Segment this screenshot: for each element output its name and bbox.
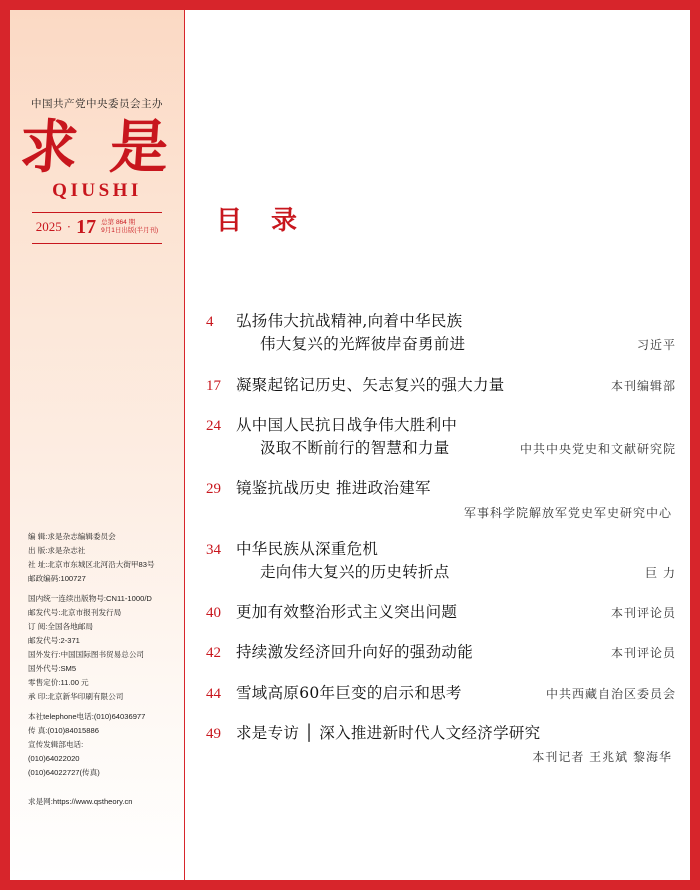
page-title: 目 录 — [216, 206, 308, 236]
list-item[interactable] — [206, 374, 676, 397]
entry-author: 巨 力 — [645, 565, 676, 580]
website-line[interactable]: 求是网:https://www.qstheory.cn — [28, 797, 133, 806]
entry-page-number[interactable]: 4 — [206, 314, 214, 330]
colophon-line: 国外代号:SM5 — [28, 664, 77, 674]
list-item[interactable] — [206, 682, 676, 705]
masthead — [10, 96, 184, 244]
entry-title-line1[interactable]: 中华民族从深重危机 — [236, 539, 379, 558]
toc-list — [206, 310, 676, 782]
entry-page-number[interactable]: 44 — [206, 685, 221, 702]
colophon-line: 出 版:求是杂志社 — [28, 546, 86, 556]
colophon-line: 邮发代号:北京市报刊发行局 — [28, 608, 122, 618]
list-item[interactable] — [206, 601, 676, 624]
colophon-line: 社 址:北京市东城区北河沿大街甲83号 — [28, 560, 155, 570]
colophon-line: 本社telephone电话:(010)64036977 — [28, 712, 146, 721]
entry-title-line1[interactable]: 凝聚起铭记历史、矢志复兴的强大力量 — [236, 375, 505, 394]
colophon-line: 传 真:(010)84015886 — [28, 726, 99, 736]
entry-author: 中共中央党史和文献研究院 — [519, 442, 676, 456]
frame-border-left — [0, 0, 10, 890]
colophon-line: (010)64022020 — [28, 754, 80, 764]
colophon-line: 国外发行:中国国际图书贸易总公司 — [28, 650, 145, 660]
colophon-block-website — [28, 795, 174, 809]
frame-border-top — [0, 0, 700, 10]
entry-author: 军事科学院解放军党史军史研究中心 — [463, 505, 672, 520]
colophon-line: (010)64022727(传真) — [28, 768, 100, 778]
entry-page-number[interactable]: 17 — [206, 377, 221, 394]
colophon-block-distribution — [28, 592, 174, 704]
entry-page-number[interactable]: 24 — [206, 417, 221, 434]
entry-page-number[interactable]: 40 — [206, 605, 221, 621]
colophon-line: 承 印:北京新华印刷有限公司 — [28, 692, 124, 702]
frame-border-right — [690, 0, 700, 890]
entry-author: 中共西藏自治区委员会 — [545, 686, 676, 701]
list-item[interactable] — [206, 477, 676, 520]
colophon-line: 国内统一连续出版物号:CN11-1000/D — [28, 594, 152, 603]
colophon-block-publisher — [28, 530, 174, 586]
list-item[interactable] — [206, 310, 676, 357]
entry-title-line1[interactable]: 雪域高原60年巨变的启示和思考 — [236, 683, 462, 702]
colophon-line: 订 阅:全国各地邮局 — [28, 622, 93, 632]
issue-separator: · — [66, 219, 72, 235]
entry-title-line1[interactable]: 更加有效整治形式主义突出问题 — [236, 603, 458, 621]
entry-author: 习近平 — [636, 338, 676, 353]
entry-page-number[interactable]: 49 — [206, 725, 221, 742]
issue-number: 17 — [76, 215, 97, 238]
colophon-block-contact — [28, 710, 174, 780]
entry-author: 本刊编辑部 — [610, 378, 676, 393]
entry-title-line1[interactable]: 镜鉴抗战历史 推进政治建军 — [236, 479, 431, 498]
colophon-line: 邮政编码:100727 — [28, 574, 86, 584]
entry-author: 本刊评论员 — [610, 606, 676, 620]
entry-page-number[interactable]: 29 — [206, 481, 221, 498]
entry-author: 本刊评论员 — [610, 646, 676, 661]
list-item[interactable] — [206, 414, 676, 461]
entry-title-line1[interactable]: 弘扬伟大抗战精神,向着中华民族 — [236, 312, 463, 330]
list-item[interactable] — [206, 722, 676, 765]
issue-year: 2025 — [35, 219, 62, 235]
list-item[interactable] — [206, 641, 676, 664]
issue-meta-line1: 总第 864 期 — [101, 218, 136, 226]
entry-title-line1[interactable]: 从中国人民抗日战争伟大胜利中 — [236, 415, 458, 434]
frame-border-bottom — [0, 880, 700, 890]
colophon-line: 邮发代号:2-371 — [28, 636, 80, 646]
colophon-line: 编 辑:求是杂志编辑委员会 — [28, 532, 116, 541]
colophon-line: 宣传发辑部电话: — [28, 740, 84, 750]
entry-title-line2[interactable]: 伟大复兴的光辉彼岸奋勇前进 — [260, 335, 466, 354]
masthead-pinyin: QIUSHI — [52, 179, 142, 201]
entry-title-line1[interactable]: 求是专访 │ 深入推进新时代人文经济学研究 — [236, 723, 541, 742]
entry-title-line2[interactable]: 走向伟大复兴的历史转折点 — [260, 562, 450, 581]
entry-title-line1[interactable]: 持续激发经济回升向好的强劲动能 — [236, 643, 474, 662]
entry-author: 本刊记者 王兆斌 黎海华 — [532, 750, 672, 764]
colophon-line: 零售定价:11.00 元 — [28, 678, 89, 688]
masthead-sponsor: 中国共产党中央委员会主办 — [31, 98, 163, 110]
entry-page-number[interactable]: 42 — [206, 645, 221, 662]
issue-meta-line2: 9月1日出版(半月刊) — [101, 227, 159, 235]
entry-title-line2[interactable]: 汲取不断前行的智慧和力量 — [260, 439, 450, 457]
entry-page-number[interactable]: 34 — [206, 541, 221, 558]
page-inner — [10, 10, 690, 880]
list-item[interactable] — [206, 538, 676, 585]
masthead-issue — [32, 212, 162, 244]
masthead-logo: 求 是 — [17, 113, 177, 181]
issue-meta — [101, 219, 158, 237]
